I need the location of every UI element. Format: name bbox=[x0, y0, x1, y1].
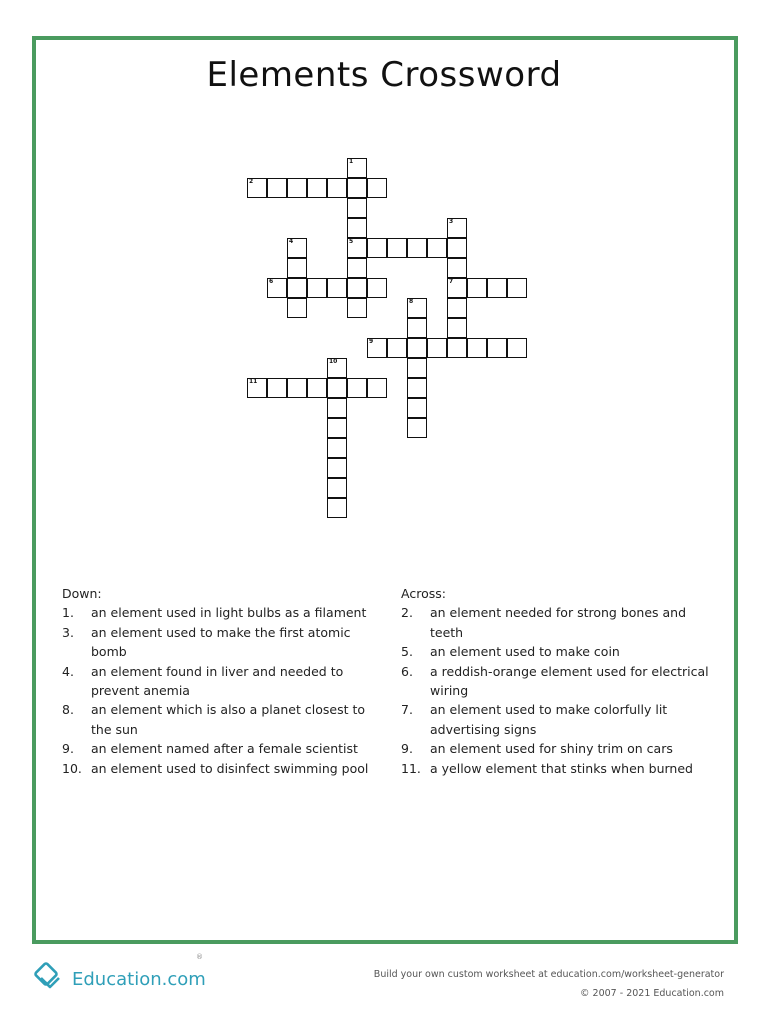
crossword-cell[interactable] bbox=[327, 358, 347, 378]
clue-text: a reddish-orange element used for electrical bbox=[430, 663, 709, 679]
clue-text: an element which is also a planet closest to bbox=[91, 702, 366, 718]
crossword-cell[interactable] bbox=[407, 398, 427, 418]
crossword-cell[interactable] bbox=[347, 158, 367, 178]
clue-number-label: 3. bbox=[62, 624, 74, 640]
across-heading: Across: bbox=[401, 586, 446, 601]
crossword-cell[interactable] bbox=[327, 378, 347, 398]
crossword-cell[interactable] bbox=[467, 338, 487, 358]
across-clues bbox=[401, 584, 721, 778]
crossword-cell[interactable] bbox=[267, 178, 287, 198]
clue-number: 2 bbox=[249, 178, 254, 185]
clue-text: an element used to make colorfully lit bbox=[430, 702, 668, 718]
crossword-cell[interactable] bbox=[347, 238, 367, 258]
crossword-cell[interactable] bbox=[347, 378, 367, 398]
clue-number: 1 bbox=[349, 158, 354, 165]
education-logo[interactable] bbox=[32, 960, 206, 998]
clue-text: teeth bbox=[430, 624, 464, 640]
education-logo-icon bbox=[32, 960, 66, 998]
clue-text: an element found in liver and needed to bbox=[91, 663, 344, 679]
clue-text: an element used to make the first atomic bbox=[91, 624, 351, 640]
crossword-cell[interactable] bbox=[407, 238, 427, 258]
crossword-cell[interactable] bbox=[447, 238, 467, 258]
clue-number: 8 bbox=[409, 298, 414, 305]
crossword-cell[interactable] bbox=[367, 178, 387, 198]
clue-number-label: 7. bbox=[401, 702, 413, 718]
crossword-cell[interactable] bbox=[287, 238, 307, 258]
crossword-cell[interactable] bbox=[427, 238, 447, 258]
crossword-cell[interactable] bbox=[247, 378, 267, 398]
crossword-cell[interactable] bbox=[327, 478, 347, 498]
down-clue bbox=[62, 603, 382, 622]
clue-number-label: 10. bbox=[62, 760, 82, 776]
down-clues bbox=[62, 584, 382, 778]
crossword-cell[interactable] bbox=[367, 338, 387, 358]
crossword-cell[interactable] bbox=[387, 238, 407, 258]
clue-text: wiring bbox=[430, 683, 469, 699]
clue-text: an element used to disinfect swimming pool bbox=[91, 760, 369, 776]
clue-number-label: 2. bbox=[401, 605, 413, 621]
crossword-cell[interactable] bbox=[447, 318, 467, 338]
crossword-cell[interactable] bbox=[487, 278, 507, 298]
across-clue bbox=[401, 700, 721, 739]
crossword-cell[interactable] bbox=[287, 278, 307, 298]
clue-number-label: 11. bbox=[401, 760, 421, 776]
crossword-cell[interactable] bbox=[307, 178, 327, 198]
clue-text: an element used for shiny trim on cars bbox=[430, 741, 673, 757]
crossword-cell[interactable] bbox=[367, 378, 387, 398]
crossword-cell[interactable] bbox=[327, 178, 347, 198]
crossword-cell[interactable] bbox=[407, 298, 427, 318]
footer-promo: Build your own custom worksheet at education.com/worksheet-generator bbox=[373, 969, 724, 980]
crossword-cell[interactable] bbox=[347, 178, 367, 198]
clue-number-label: 6. bbox=[401, 663, 413, 679]
clue-text: advertising signs bbox=[430, 721, 537, 737]
crossword-cell[interactable] bbox=[447, 338, 467, 358]
crossword-cell[interactable] bbox=[307, 378, 327, 398]
crossword-cell[interactable] bbox=[407, 338, 427, 358]
crossword-cell[interactable] bbox=[367, 278, 387, 298]
crossword-cell[interactable] bbox=[327, 398, 347, 418]
crossword-cell[interactable] bbox=[287, 178, 307, 198]
down-clue bbox=[62, 662, 382, 701]
clue-number-label: 4. bbox=[62, 663, 74, 679]
crossword-cell[interactable] bbox=[367, 238, 387, 258]
clue-number: 9 bbox=[369, 338, 374, 345]
crossword-cell[interactable] bbox=[327, 438, 347, 458]
down-clue bbox=[62, 739, 382, 758]
crossword-cell[interactable] bbox=[327, 418, 347, 438]
crossword-cell[interactable] bbox=[287, 298, 307, 318]
clue-text: an element used in light bulbs as a filament bbox=[91, 605, 367, 621]
page-title: Elements Crossword bbox=[206, 55, 562, 95]
crossword-cell[interactable] bbox=[287, 378, 307, 398]
clue-number-label: 5. bbox=[401, 644, 413, 660]
across-clue bbox=[401, 662, 721, 701]
crossword-cell[interactable] bbox=[447, 298, 467, 318]
crossword-cell[interactable] bbox=[387, 338, 407, 358]
clue-text: an element needed for strong bones and bbox=[430, 605, 687, 621]
across-clue bbox=[401, 739, 721, 758]
across-clue bbox=[401, 759, 721, 778]
crossword-cell[interactable] bbox=[327, 278, 347, 298]
clue-number-label: 9. bbox=[62, 741, 74, 757]
clue-number: 3 bbox=[449, 218, 454, 225]
clue-text: an element named after a female scientist bbox=[91, 741, 358, 757]
down-clue bbox=[62, 700, 382, 739]
clue-number-label: 8. bbox=[62, 702, 74, 718]
crossword-cell[interactable] bbox=[447, 258, 467, 278]
clue-number: 11 bbox=[249, 378, 258, 385]
crossword-cell[interactable] bbox=[487, 338, 507, 358]
down-clue bbox=[62, 759, 382, 778]
crossword-cell[interactable] bbox=[347, 278, 367, 298]
clue-text: bomb bbox=[91, 644, 127, 660]
crossword-cell[interactable] bbox=[247, 178, 267, 198]
crossword-cell[interactable] bbox=[307, 278, 327, 298]
clue-number: 4 bbox=[289, 238, 294, 245]
down-clue bbox=[62, 623, 382, 662]
crossword-cell[interactable] bbox=[407, 358, 427, 378]
crossword-cell[interactable] bbox=[267, 378, 287, 398]
crossword-cell[interactable] bbox=[327, 498, 347, 518]
across-clue bbox=[401, 642, 721, 661]
clue-text: prevent anemia bbox=[91, 683, 190, 699]
registered-mark: ® bbox=[196, 953, 203, 961]
crossword-cell[interactable] bbox=[427, 338, 447, 358]
clue-number: 7 bbox=[449, 278, 454, 285]
down-heading: Down: bbox=[62, 586, 102, 601]
clue-number: 10 bbox=[329, 358, 338, 365]
crossword-cell[interactable] bbox=[347, 198, 367, 218]
crossword-cell[interactable] bbox=[467, 278, 487, 298]
crossword-cell[interactable] bbox=[447, 218, 467, 238]
clue-number: 5 bbox=[349, 238, 354, 245]
crossword-cell[interactable] bbox=[327, 458, 347, 478]
crossword-cell[interactable] bbox=[347, 298, 367, 318]
crossword-cell[interactable] bbox=[287, 258, 307, 278]
crossword-cell[interactable] bbox=[347, 218, 367, 238]
crossword-cell[interactable] bbox=[447, 278, 467, 298]
crossword-cell[interactable] bbox=[507, 278, 527, 298]
crossword-cell[interactable] bbox=[347, 258, 367, 278]
across-clue bbox=[401, 603, 721, 642]
clue-text: an element used to make coin bbox=[430, 644, 620, 660]
clue-number: 6 bbox=[269, 278, 274, 285]
crossword-cell[interactable] bbox=[267, 278, 287, 298]
crossword-cell[interactable] bbox=[507, 338, 527, 358]
crossword-cell[interactable] bbox=[407, 378, 427, 398]
clue-number-label: 9. bbox=[401, 741, 413, 757]
footer-copyright: © 2007 - 2021 Education.com bbox=[580, 988, 724, 999]
crossword-cell[interactable] bbox=[407, 318, 427, 338]
clue-text: a yellow element that stinks when burned bbox=[430, 760, 693, 776]
brand-name: Education.com bbox=[72, 968, 206, 990]
clue-number-label: 1. bbox=[62, 605, 74, 621]
clue-text: the sun bbox=[91, 721, 138, 737]
crossword-cell[interactable] bbox=[407, 418, 427, 438]
